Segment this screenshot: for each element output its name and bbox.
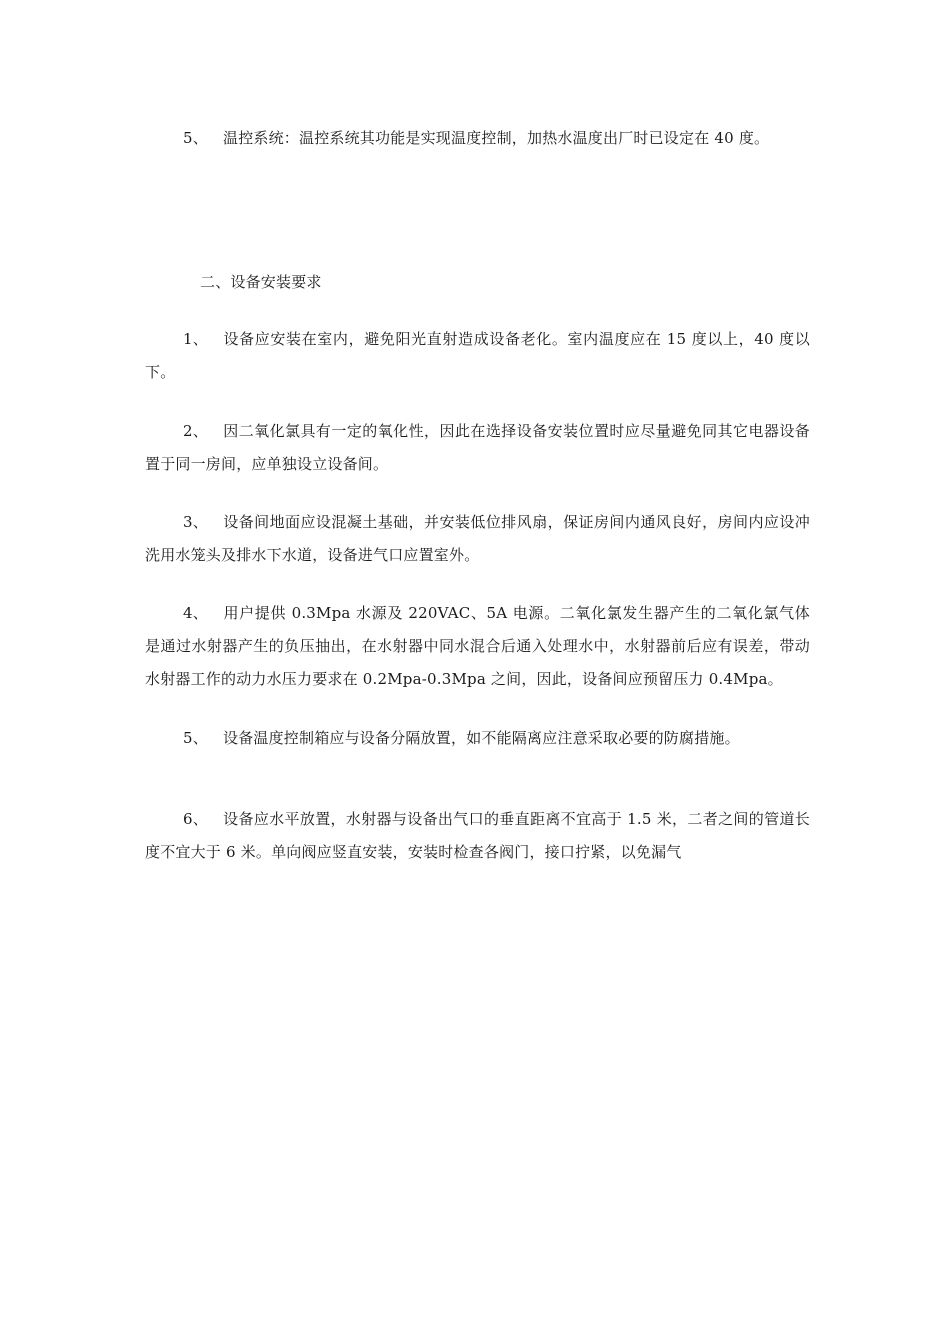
paragraph-text: 设备温度控制箱应与设备分隔放置，如不能隔离应注意采取必要的防腐措施。 — [223, 729, 740, 747]
paragraph-text: 因二氧化氯具有一定的氧化性，因此在选择设备安装位置时应尽量避免同其它电器设备置于同一房间，应单独设立设备间。 — [145, 422, 810, 473]
paragraph-number: 5、 — [183, 729, 208, 747]
paragraph-item-3 — [145, 506, 810, 572]
paragraph-number: 1、 — [183, 330, 208, 348]
paragraph-number: 5、 — [183, 129, 208, 147]
paragraph-item-2 — [145, 415, 810, 481]
paragraph-number: 6、 — [183, 810, 208, 828]
paragraph-number: 3、 — [183, 513, 208, 531]
paragraph-temperature-control — [145, 122, 810, 155]
paragraph-number: 4、 — [183, 604, 208, 622]
paragraph-text: 设备间地面应设混凝土基础，并安装低位排风扇，保证房间内通风良好，房间内应设冲洗用水笼头及排水下水道，设备进气口应置室外。 — [145, 513, 810, 564]
paragraph-item-1 — [145, 323, 810, 389]
paragraph-text: 设备应水平放置，水射器与设备出气口的垂直距离不宜高于 1.5 米，二者之间的管道长度不宜大于 6 米。单向阀应竖直安装，安装时检查各阀门，接口拧紧，以免漏气 — [145, 810, 810, 861]
paragraph-text: 用户提供 0.3Mpa 水源及 220VAC、5A 电源。二氧化氯发生器产生的二氧化氯气体是通过水射器产生的负压抽出，在水射器中同水混合后通入处理水中，水射器前后应有误差，带动水射器工作的动力水压力要求在 0.2Mpa-0.3Mpa 之间，因此，设备间应预留压力 0.4Mpa。 — [145, 604, 810, 688]
paragraph-item-6 — [145, 803, 810, 869]
paragraph-item-5 — [145, 722, 810, 755]
paragraph-text: 温控系统：温控系统其功能是实现温度控制，加热水温度出厂时已设定在 40 度。 — [223, 129, 770, 147]
section-heading: 二、设备安装要求 — [200, 273, 322, 291]
paragraph-number: 2、 — [183, 422, 208, 440]
paragraph-item-4 — [145, 597, 810, 696]
paragraph-text: 设备应安装在室内，避免阳光直射造成设备老化。室内温度应在 15 度以上，40 度以下。 — [145, 330, 810, 381]
